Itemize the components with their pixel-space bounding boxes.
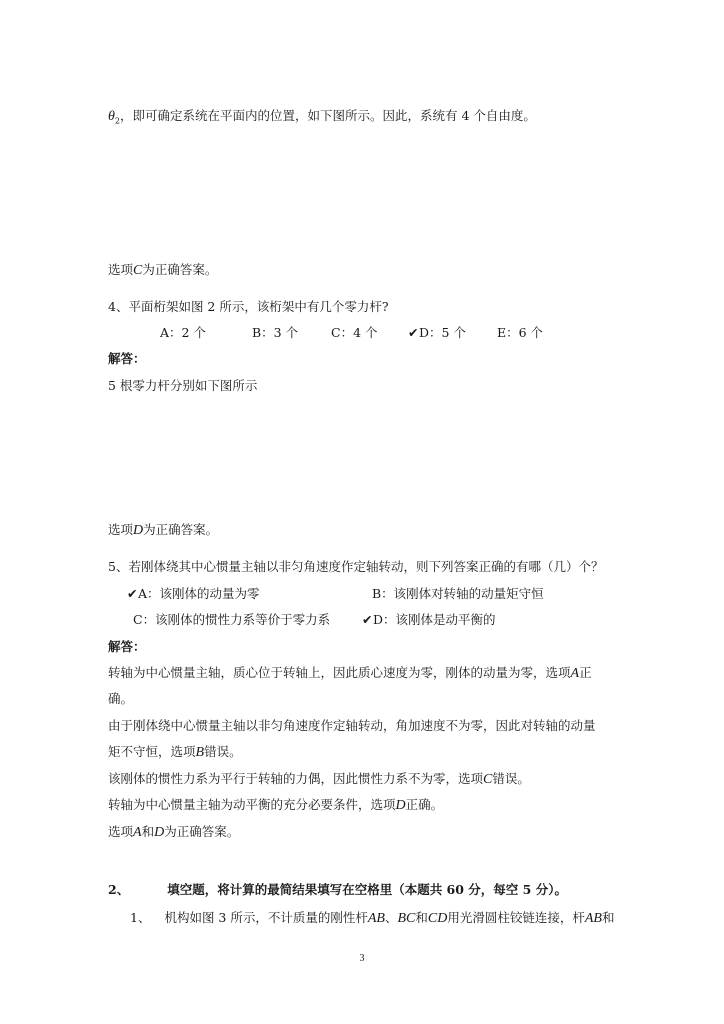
- text: 错误。: [204, 744, 242, 759]
- answer-d-line: [108, 521, 218, 540]
- text: 矩不守恒，选项: [108, 744, 196, 759]
- text: 和: [415, 910, 428, 925]
- text: 、: [384, 910, 398, 925]
- item-number: 1、: [130, 910, 151, 925]
- q5-option-c: C：该刚体的惯性力系等价于零力系: [133, 612, 331, 627]
- q4-explanation: 5 根零力杆分别如下图所示: [108, 378, 258, 393]
- option-letter: C: [483, 772, 493, 787]
- q4-option-b: B：3 个: [252, 325, 299, 340]
- q5-explanation-2-cont: [108, 743, 242, 762]
- option-letter: D: [154, 825, 165, 840]
- check-icon: ✔: [408, 325, 419, 340]
- option-letter: B: [195, 745, 205, 760]
- q5-explanation-1-cont: 确。: [108, 691, 134, 706]
- q5-answer-label: 解答：: [108, 639, 146, 654]
- theta-symbol: θ: [108, 109, 115, 124]
- answer-suffix: 为正确答案。: [143, 522, 219, 537]
- text: 用光滑圆柱铰链连接，杆: [447, 910, 585, 925]
- option-letter: A: [133, 825, 142, 840]
- text: 转轴为中心惯量主轴，质心位于转轴上，因此质心速度为零，刚体的动量为零，选项: [108, 665, 571, 680]
- section-title: 填空题，将计算的最简结果填写在空格里（本题共 60 分，每空 5 分）。: [167, 882, 567, 897]
- check-icon: ✔: [362, 612, 373, 627]
- rod-label: AB: [584, 911, 602, 926]
- q5-explanation-1: [108, 664, 592, 683]
- q4-answer-label: 解答：: [108, 351, 146, 366]
- q4-option-e: E：6 个: [497, 325, 544, 340]
- section-number: 2、: [108, 882, 130, 897]
- section2-heading: [108, 881, 567, 899]
- q5-option-d: D：该刚体是动平衡的: [373, 612, 496, 627]
- rod-label: BC: [397, 911, 416, 926]
- check-icon: ✔: [127, 586, 138, 601]
- rod-label: CD: [427, 911, 448, 926]
- q4-option-a: A：2 个: [160, 325, 206, 340]
- text: 错误。: [492, 771, 530, 786]
- text: 正确。: [405, 797, 444, 812]
- text: 该刚体的惯性力系为平行于转轴的力偶，因此惯性力系不为零，选项: [108, 771, 484, 786]
- text: 选项: [108, 824, 134, 839]
- q4-option-d: D：5 个: [419, 325, 466, 340]
- rod-label: AB: [367, 911, 385, 926]
- text: 为正确答案。: [164, 824, 240, 839]
- q4-option-c: C：4 个: [331, 325, 378, 340]
- q5-option-a: A：该刚体的动量为零: [138, 586, 260, 601]
- text: 和: [601, 910, 615, 925]
- answer-suffix: 为正确答案。: [142, 262, 218, 277]
- text: 机构如图 3 所示，不计质量的刚性杆: [164, 910, 368, 925]
- paragraph-dof: [108, 107, 536, 131]
- q4-question: 4、平面桁架如图 2 所示，该桁架中有几个零力杆?: [108, 299, 389, 314]
- answer-letter: C: [133, 263, 143, 278]
- fill-item-1: [130, 909, 614, 928]
- q5-question: 5、若刚体绕其中心惯量主轴以非匀角速度作定轴转动，则下列答案正确的有哪（几）个？: [108, 559, 604, 574]
- answer-prefix: 选项: [108, 262, 134, 277]
- page-number: 3: [359, 953, 365, 964]
- theta-subscript: 2: [114, 116, 120, 126]
- answer-prefix: 选项: [108, 522, 134, 537]
- q5-conclusion: [108, 823, 239, 842]
- answer-letter: D: [133, 523, 144, 538]
- text: 正: [579, 665, 592, 680]
- q5-explanation-2: 由于刚体绕中心惯量主轴以非匀角速度作定轴转动，角加速度不为零，因此对转轴的动量: [108, 718, 596, 733]
- q5-explanation-4: [108, 796, 443, 815]
- text: 转轴为中心惯量主轴为动平衡的充分必要条件，选项: [108, 797, 396, 812]
- option-letter: D: [395, 798, 406, 813]
- q5-option-b: B：该刚体对转轴的动量矩守恒: [372, 586, 544, 601]
- q5-explanation-3: [108, 770, 530, 789]
- answer-c-line: [108, 261, 217, 280]
- dof-text: ，即可确定系统在平面内的位置，如下图所示。因此，系统有 4 个自由度。: [119, 108, 536, 123]
- option-letter: A: [570, 666, 580, 681]
- text: 和: [141, 824, 155, 839]
